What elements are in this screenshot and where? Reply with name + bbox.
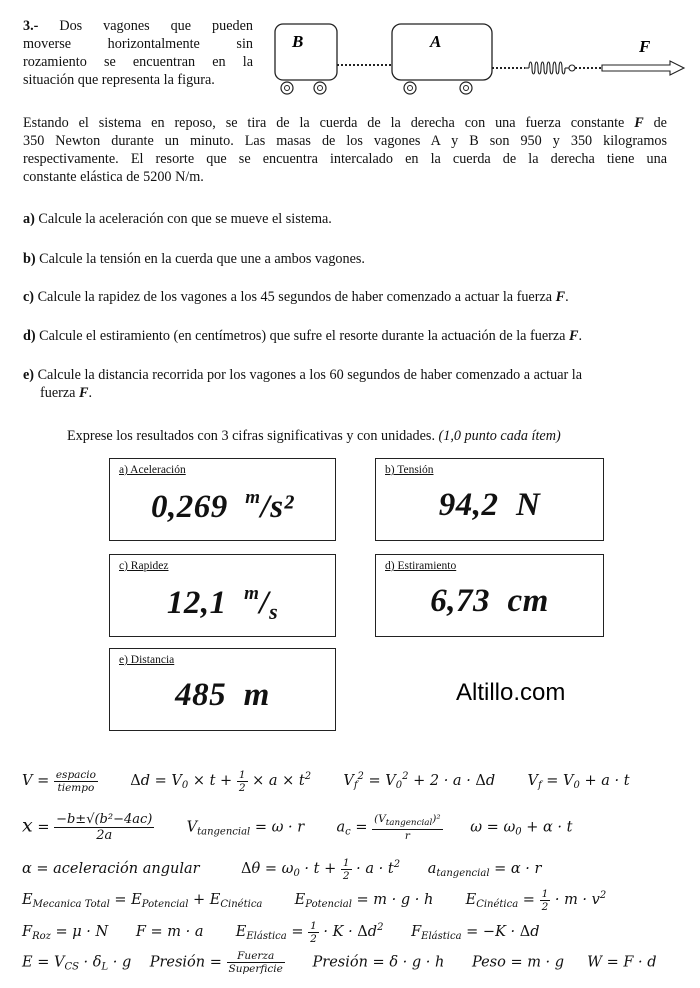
formula-row-3: α = aceleración angular $\Delta\theta = \omega_0 \cdot t$ + $\frac{1}{2}$ · $a \cdot t^2$ $a_{tangencial} = \alpha \cdot r$ (22, 856, 542, 882)
formula-row-2: x = $\frac{\text{−b±√(b²−4ac)}}{2a}$ $V_{tangencial} = \omega \cdot r$ $a_c$ = $\frac{(V_{tangencial})^2}{r}$ $\omega = \omega_0 + \alpha \cdot t$ (22, 812, 573, 843)
problem-intro: 3.- Dos vagones que pueden moverse horizontalmente sin rozamiento se encuentran en la situación que representa la figura. (23, 18, 253, 88)
answer-acceleration: 0,269 $^m$/s² (151, 487, 294, 525)
answer-stretch: 6,73 cm (430, 583, 549, 619)
watermark: Altillo.com (456, 679, 566, 706)
question-d: d) Calcule el estiramiento (en centímetros) que sufre el resorte durante la actuación de la fuerza F. (23, 328, 582, 344)
answer-box-speed: c) Rapidez 12,1 $^m/_s$ (109, 554, 336, 637)
answer-speed: 12,1 $^m/_s$ (166, 583, 279, 624)
wagon-b (275, 24, 337, 80)
question-a: a) Calcule la aceleración con que se mueve el sistema. (23, 211, 332, 227)
question-e: e) Calcule la distancia recorrida por los vagones a los 60 segundos de haber comenzado a actuar la fuerza F. (23, 367, 583, 401)
problem-statement: Estando el sistema en reposo, se tira de la cuerda de la derecha con una fuerza constante F de 350 Newton durante un minuto. Las masas de los vagones A y B son 950 y 350 kilogramos respectivamente. El resorte que se encuentra intercalado en la cuerda de la derecha tiene una constante elástica de 5200 N/m. (23, 115, 667, 185)
formula-row-1: V = $\frac{\text{espacio}}{\text{tiempo}}$ $\Delta d = V_0 \times t$ + $\frac{1}{2}$ × $a \times t^2$ $V_f^2 = V_0^2 + 2 \cdot a \cdot \Delta d$ $V_f = V_0 + a \cdot t$ (22, 768, 630, 794)
force-label: F (639, 37, 651, 56)
answer-distance: 485 m (175, 677, 270, 713)
answer-box-distance: e) Distancia 485 m (109, 648, 336, 731)
formula-row-5: $F_{Roz} = \mu \cdot N$ F = m · a $E_{Elástica}$ = $\frac{1}{2}$ · $K \cdot \Delta d^2$ $F_{Elástica} = -K \cdot \Delta d$ (22, 919, 540, 945)
answer-box-tension: b) Tensión 94,2 N (375, 458, 604, 541)
force-arrow (602, 61, 684, 75)
instruction: Exprese los resultados con 3 cifras significativas y con unidades. (1,0 punto cada ítem) (67, 428, 561, 444)
spring (525, 62, 575, 74)
answer-box-acceleration: a) Aceleración 0,269 $^m$/s² (109, 458, 336, 541)
wagon-a-label: A (430, 32, 442, 51)
formula-row-6: $E = V_{CS} \cdot \delta_L \cdot g$ Presión = $\frac{\text{Fuerza}}{\text{Superficie}}$ Presión = δ · g · h Peso = m · g W = F · d (22, 950, 657, 975)
question-b: b) Calcule la tensión en la cuerda que une a ambos vagones. (23, 251, 365, 267)
answer-box-stretch: d) Estiramiento 6,73 cm (375, 554, 604, 637)
wagons-figure (270, 20, 690, 100)
answer-tension: 94,2 N (438, 487, 541, 523)
question-c: c) Calcule la rapidez de los vagones a los 45 segundos de haber comenzado a actuar la fuerza F. (23, 289, 569, 305)
problem-number: 3.- (23, 18, 39, 34)
formula-row-4: $E_{Mecanica Total} = E_{Potencial} + E_{Cinética}$ $E_{Potencial} = m \cdot g \cdot h$ $E_{Cinética}$ = $\frac{1}{2}$ · $m \cdot v^2$ (22, 887, 607, 913)
wagon-b-label: B (292, 32, 304, 51)
wagon-a (392, 24, 492, 80)
